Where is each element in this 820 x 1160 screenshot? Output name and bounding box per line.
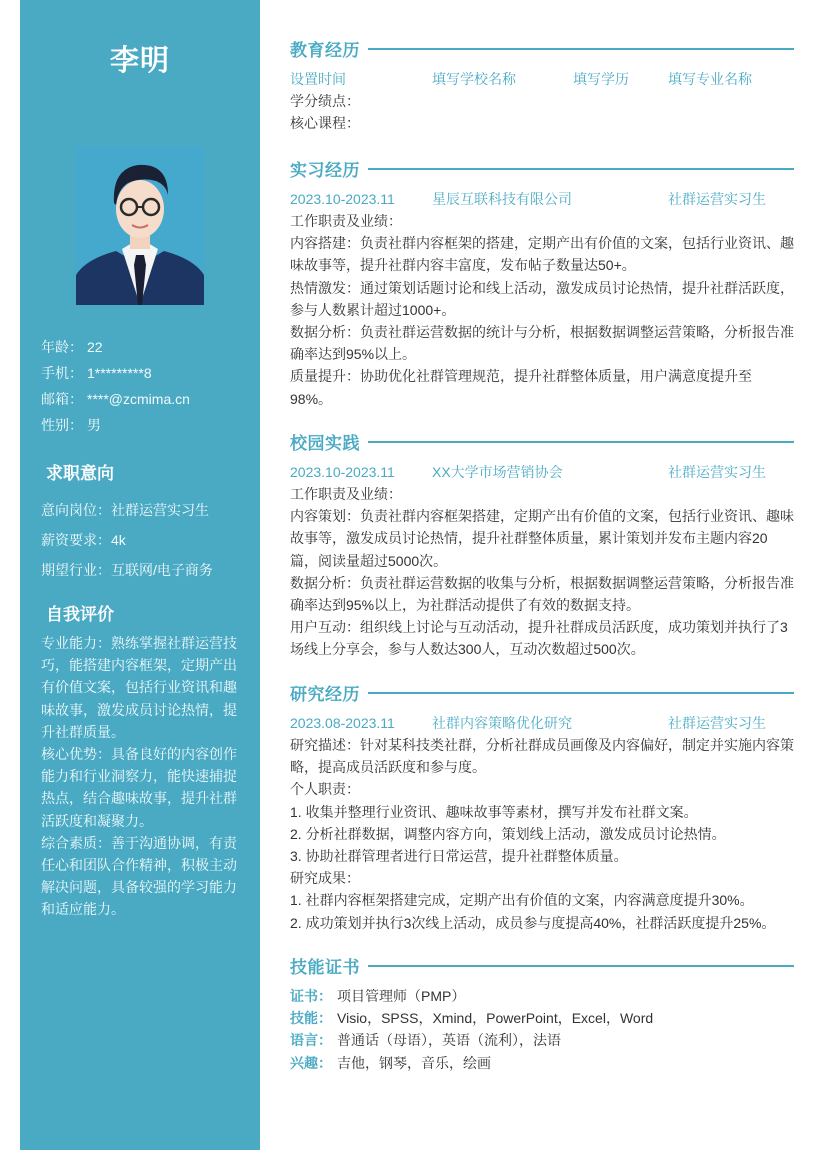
section-header <box>290 156 794 180</box>
language-row: 语言： 普通话（母语），英语（流利），法语 <box>290 1032 561 1049</box>
section-title: 研究经历 <box>290 684 360 704</box>
internship-org: 星辰互联科技有限公司 <box>432 191 572 207</box>
job-intent <box>41 495 256 585</box>
education-major: 填写专业名称 <box>668 71 752 87</box>
person-portrait-icon <box>76 147 204 305</box>
certificate-row: 证书： 项目管理师（PMP） <box>290 988 466 1004</box>
campus-time: 2023.10-2023.11 <box>290 464 395 480</box>
section-divider <box>368 168 794 170</box>
phone-value: 1*********8 <box>87 365 152 381</box>
age-row: 年龄： 22 <box>41 339 103 355</box>
section-divider <box>368 48 794 50</box>
email-row: 邮箱： ****@zcmima.cn <box>41 391 190 407</box>
section-title: 校园实践 <box>290 433 360 453</box>
skill-row: 技能： Visio，SPSS，Xmind，PowerPoint，Excel，Word <box>290 1010 654 1027</box>
education-school: 填写学校名称 <box>432 71 516 87</box>
campus-body: 工作职责及业绩： 内容策划：负责社群内容框架搭建，定期产出有价值的文案，包括行业资讯、趣味故事等，激发成员讨论热情，提升社群整体质量，累计策划并发布主题内容20篇，阅读量超过5000次。 数据分析：负责社群运营数据的收集与分析，根据数据调整运营策略，分析报告准确率达到95%以上，为社群活动提供了有效的数据支持。 用户互动：组织线上讨论与互动活动，提升社群成员活跃度，成功策划并执行了3场线上分享会，参与人数达300人，互动次数超过500次。 <box>290 486 794 658</box>
gender-row: 性别： 男 <box>41 417 101 433</box>
skills-list <box>290 985 794 1074</box>
phone-row: 手机： 1*********8 <box>41 365 152 381</box>
research-role: 社群运营实习生 <box>668 715 766 731</box>
education-section <box>290 36 794 134</box>
research-time: 2023.08-2023.11 <box>290 715 395 731</box>
campus-meta <box>290 461 794 483</box>
section-header <box>290 953 794 977</box>
section-title: 技能证书 <box>290 957 360 977</box>
education-meta <box>290 68 794 90</box>
intent-salary-row: 薪资要求：4k <box>41 532 126 548</box>
gender-value: 男 <box>87 417 101 433</box>
intent-industry-row: 期望行业：互联网/电子商务 <box>41 562 213 578</box>
self-eval-item: 核心优势：具备良好的内容创作能力和行业洞察力，能快速捕捉热点，结合趣味故事，提升社群活跃度和凝聚力。 <box>41 746 237 829</box>
campus-role: 社群运营实习生 <box>668 464 766 480</box>
intent-position-row: 意向岗位：社群运营实习生 <box>41 502 209 518</box>
job-intent-heading: 求职意向 <box>46 464 114 483</box>
education-degree: 填写学历 <box>573 71 629 87</box>
hobby-row: 兴趣： 吉他，钢琴，音乐，绘画 <box>290 1054 491 1071</box>
age-value: 22 <box>87 339 103 355</box>
internship-meta <box>290 188 794 210</box>
research-topic: 社群内容策略优化研究 <box>432 715 572 731</box>
profile-photo <box>76 147 204 305</box>
section-header <box>290 429 794 453</box>
internship-body: 工作职责及业绩： 内容搭建：负责社群内容框架的搭建，定期产出有价值的文案，包括行业资讯、趣味故事等，提升社群内容丰富度，发布帖子数量达50+。 热情激发：通过策划话题讨论和线上活动，激发成员讨论热情，提升社群活跃度，参与人数累计超过1000+。 数据分析：负责社群运营数据的统计与分析，根据数据调整运营策略，分析报告准确率达到95%以上。 质量提升：协助优化社群管理规范，提升社群整体质量，用户满意度提升至98%。 <box>290 213 794 407</box>
self-eval-item: 专业能力：熟练掌握社群运营技巧，能搭建内容框架，定期产出有价值文案，包括行业资讯和趣味故事，激发成员讨论热情，提升社群质量。 <box>41 635 237 740</box>
internship-role: 社群运营实习生 <box>668 191 766 207</box>
section-header <box>290 680 794 704</box>
self-evaluation <box>41 632 243 921</box>
skills-section <box>290 953 794 1074</box>
research-meta <box>290 712 794 734</box>
research-body: 研究描述：针对某科技类社群，分析社群成员画像及内容偏好，制定并实施内容策略，提高成员活跃度和参与度。 个人职责： 1. 收集并整理行业资讯、趣味故事等素材，撰写并发布社群文案。 2. 分析社群数据，调整内容方向，策划线上活动，激发成员讨论热情。 3. 协助社群管理者进行日常运营，提升社群整体质量。 研究成果： 1. 社群内容框架搭建完成，定期产出有价值的文案，内容满意度提升30%。 2. 成功策划并执行3次线上活动，成员参与度提高40%，社群活跃度提升25%。 <box>290 737 794 931</box>
section-divider <box>368 965 794 967</box>
education-time: 设置时间 <box>290 71 346 87</box>
self-evaluation-heading: 自我评价 <box>46 605 114 624</box>
section-title: 实习经历 <box>290 160 360 180</box>
email-value: ****@zcmima.cn <box>87 391 190 407</box>
self-eval-item: 综合素质：善于沟通协调，有责任心和团队合作精神，积极主动解决问题，具备较强的学习能力和适应能力。 <box>41 834 237 918</box>
candidate-name: 李明 <box>109 45 170 77</box>
sidebar <box>20 0 260 1150</box>
campus-section <box>290 429 794 661</box>
section-divider <box>368 692 794 694</box>
campus-org: XX大学市场营销协会 <box>432 464 563 480</box>
section-divider <box>368 441 794 443</box>
education-body: 学分绩点： 核心课程： <box>290 93 360 132</box>
basic-info <box>41 334 251 438</box>
research-section <box>290 680 794 934</box>
section-header <box>290 36 794 60</box>
internship-time: 2023.10-2023.11 <box>290 191 395 207</box>
internship-section <box>290 156 794 410</box>
section-title: 教育经历 <box>290 40 360 60</box>
